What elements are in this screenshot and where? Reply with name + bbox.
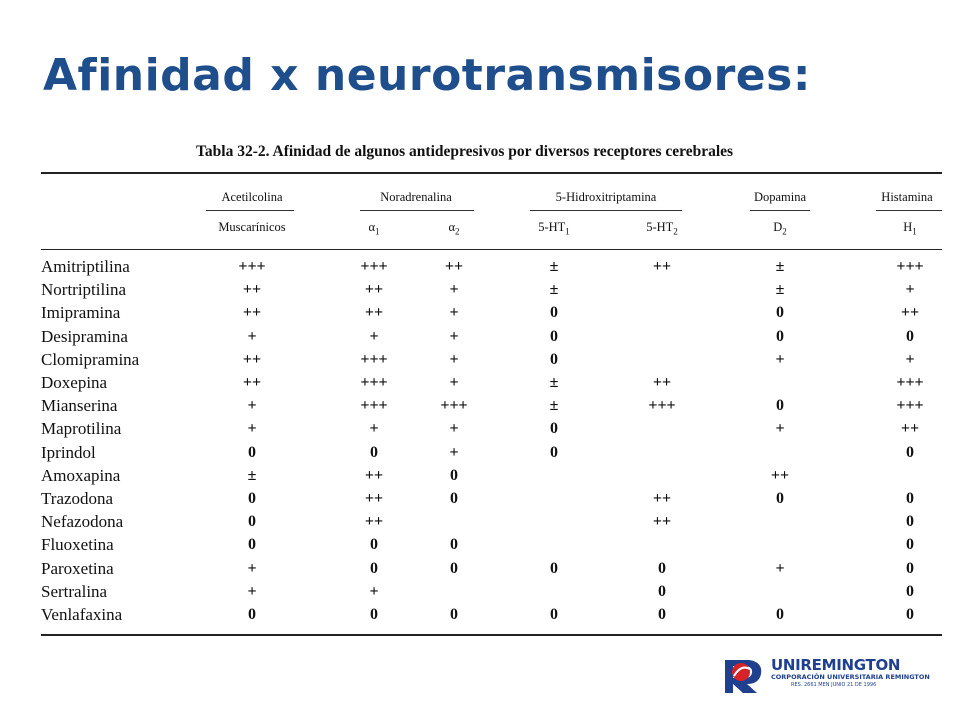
affinity-cell: 0 (906, 443, 914, 461)
subheader-5ht2: $5-HT_2$ (646, 220, 678, 237)
affinity-cell: 0 (906, 606, 914, 623)
affinity-cell: +++ (896, 374, 924, 391)
drug-name: Trazodona (41, 489, 114, 508)
affinity-cell: ++ (652, 258, 672, 275)
affinity-cell: +++ (360, 374, 388, 391)
table-row (0, 350, 960, 373)
table-row (0, 327, 960, 350)
affinity-cell: 0 (658, 606, 666, 623)
drug-name: Desipramina (41, 326, 128, 346)
group-header-acetilcolina: Acetilcolina (221, 190, 283, 204)
drug-name: Maprotilina (41, 419, 122, 439)
affinity-cell: 0 (776, 606, 784, 623)
drug-name: Nefazodona (41, 512, 124, 532)
affinity-cell: + (449, 304, 459, 322)
affinity-cell: ++ (900, 420, 920, 438)
affinity-cell: 0 (370, 536, 378, 554)
logo-resolution: RES. 2661 MEN JUNIO 21 DE 1996 (791, 682, 877, 688)
affinity-cell: 0 (450, 559, 458, 577)
affinity-cell: + (775, 559, 785, 577)
table-bottom-rule (41, 634, 942, 636)
group-underline (876, 210, 942, 211)
affinity-cell: 0 (370, 443, 378, 461)
drug-name: Sertralina (41, 581, 108, 601)
table-header-rule (41, 249, 942, 250)
affinity-cell: 0 (550, 304, 558, 322)
table-row (0, 559, 960, 582)
affinity-cell: 0 (370, 559, 378, 577)
affinity-cell: 0 (906, 536, 914, 554)
affinity-cell: ± (247, 466, 257, 484)
affinity-cell: +++ (360, 397, 388, 415)
affinity-cell: ++ (364, 513, 384, 531)
group-header-noradrenalina: Noradrenalina (380, 190, 452, 204)
affinity-cell: 0 (658, 582, 666, 600)
uniremington-logo-icon (723, 656, 765, 694)
table-row (0, 303, 960, 326)
affinity-cell: + (905, 281, 915, 299)
affinity-cell: ++ (364, 304, 384, 322)
affinity-cell: ++ (652, 490, 672, 507)
table-row (0, 582, 960, 605)
affinity-cell: ++ (242, 304, 262, 322)
affinity-cell: ++ (364, 490, 384, 507)
table-row (0, 605, 960, 628)
subheader-h1: $H_1$ (903, 220, 917, 237)
affinity-cell: 0 (906, 559, 914, 577)
affinity-cell: + (775, 420, 785, 438)
affinity-cell: +++ (648, 397, 676, 415)
affinity-cell: + (247, 559, 257, 577)
affinity-cell: + (247, 327, 257, 345)
affinity-cell: 0 (906, 582, 914, 600)
affinity-cell: 0 (776, 327, 784, 345)
table-row (0, 443, 960, 466)
subheader-alpha1: $\alpha_1$ (368, 220, 380, 237)
table-row (0, 257, 960, 280)
affinity-cell: ± (549, 258, 559, 275)
affinity-cell: 0 (550, 327, 558, 345)
group-underline (360, 210, 474, 211)
affinity-cell: ++ (364, 281, 384, 299)
drug-name: Doxepina (41, 373, 108, 392)
affinity-cell: 0 (248, 490, 256, 507)
affinity-cell: 0 (248, 606, 256, 623)
affinity-cell: ++ (652, 513, 672, 531)
affinity-cell: ++ (770, 466, 790, 484)
drug-name: Paroxetina (41, 558, 114, 578)
affinity-cell: + (247, 397, 257, 415)
affinity-cell: 0 (550, 559, 558, 577)
affinity-cell: +++ (896, 397, 924, 415)
table-row (0, 466, 960, 489)
affinity-cell: ++ (364, 466, 384, 484)
group-underline (750, 210, 810, 211)
table-row (0, 396, 960, 419)
affinity-cell: 0 (776, 397, 784, 415)
affinity-cell: +++ (360, 258, 388, 275)
affinity-cell: ± (775, 281, 785, 299)
affinity-cell: 0 (906, 490, 914, 507)
affinity-cell: + (247, 420, 257, 438)
affinity-cell: 0 (906, 327, 914, 345)
table-row (0, 512, 960, 535)
affinity-cell: + (449, 443, 459, 461)
affinity-cell: + (369, 420, 379, 438)
drug-name: Venlafaxina (41, 605, 123, 624)
drug-name: Nortriptilina (41, 280, 126, 300)
affinity-cell: 0 (550, 350, 558, 368)
affinity-cell: + (449, 281, 459, 299)
affinity-cell: + (247, 582, 257, 600)
affinity-cell: +++ (360, 350, 388, 368)
subheader-muscarinicos: Muscarínicos (218, 220, 286, 234)
affinity-cell: ++ (242, 281, 262, 299)
affinity-cell: + (449, 374, 459, 391)
affinity-cell: + (449, 420, 459, 438)
affinity-cell: 0 (550, 443, 558, 461)
table-row (0, 280, 960, 303)
affinity-cell: 0 (658, 559, 666, 577)
affinity-cell: 0 (248, 513, 256, 531)
affinity-cell: 0 (906, 513, 914, 531)
affinity-cell: 0 (370, 606, 378, 623)
affinity-cell: +++ (238, 258, 266, 275)
affinity-cell: ± (549, 374, 559, 391)
affinity-cell: + (449, 327, 459, 345)
affinity-cell: 0 (450, 606, 458, 623)
group-underline (206, 210, 294, 211)
subheader-5ht1: $5-HT_1$ (538, 220, 570, 237)
affinity-cell: 0 (550, 606, 558, 623)
affinity-cell: ± (775, 258, 785, 275)
drug-name: Clomipramina (41, 349, 140, 369)
affinity-cell: + (449, 350, 459, 368)
logo-name: UNIREMINGTON (771, 656, 901, 674)
uniremington-logo (723, 656, 930, 706)
table-caption: Tabla 32-2. Afinidad de algunos antidepresivos por diversos receptores cerebrales (196, 143, 734, 160)
subheader-d2: $D_2$ (773, 220, 787, 237)
affinity-cell: + (775, 350, 785, 368)
affinity-cell: ++ (242, 350, 262, 368)
affinity-cell: ++ (444, 258, 464, 275)
affinity-cell: ++ (900, 304, 920, 322)
group-underline (530, 210, 682, 211)
drug-name: Amitriptilina (41, 257, 130, 276)
affinity-cell: + (369, 582, 379, 600)
affinity-cell: 0 (776, 304, 784, 322)
table-row (0, 373, 960, 396)
logo-subtitle: CORPORACIÓN UNIVERSITARIA REMINGTON (771, 673, 930, 681)
affinity-cell: 0 (248, 536, 256, 554)
table-row (0, 419, 960, 442)
affinity-cell: +++ (440, 397, 468, 415)
affinity-cell: 0 (550, 420, 558, 438)
group-header-5-hidroxitriptamina: 5-Hidroxitriptamina (555, 190, 657, 204)
affinity-cell: 0 (450, 536, 458, 554)
subheader-alpha2: $\alpha_2$ (448, 220, 460, 237)
group-header-dopamina: Dopamina (753, 190, 807, 204)
affinity-cell: 0 (450, 466, 458, 484)
affinity-cell: 0 (450, 490, 458, 507)
affinity-cell: 0 (776, 490, 784, 507)
drug-name: Imipramina (41, 303, 121, 323)
drug-name: Mianserina (41, 396, 118, 416)
drug-name: Amoxapina (41, 465, 121, 485)
group-header-histamina: Histamina (881, 190, 933, 204)
slide-title: Afinidad x neurotransmisores: (43, 50, 811, 101)
affinity-cell: ++ (242, 374, 262, 391)
table-row (0, 489, 960, 512)
table-top-rule (41, 172, 942, 174)
affinity-cell: +++ (896, 258, 924, 275)
affinity-cell: + (369, 327, 379, 345)
affinity-cell: ± (549, 397, 559, 415)
affinity-cell: + (905, 350, 915, 368)
affinity-cell: 0 (248, 443, 256, 461)
drug-name: Fluoxetina (41, 535, 114, 555)
affinity-cell: ++ (652, 374, 672, 391)
table-row (0, 535, 960, 558)
drug-name: Iprindol (41, 442, 96, 462)
affinity-cell: ± (549, 281, 559, 299)
